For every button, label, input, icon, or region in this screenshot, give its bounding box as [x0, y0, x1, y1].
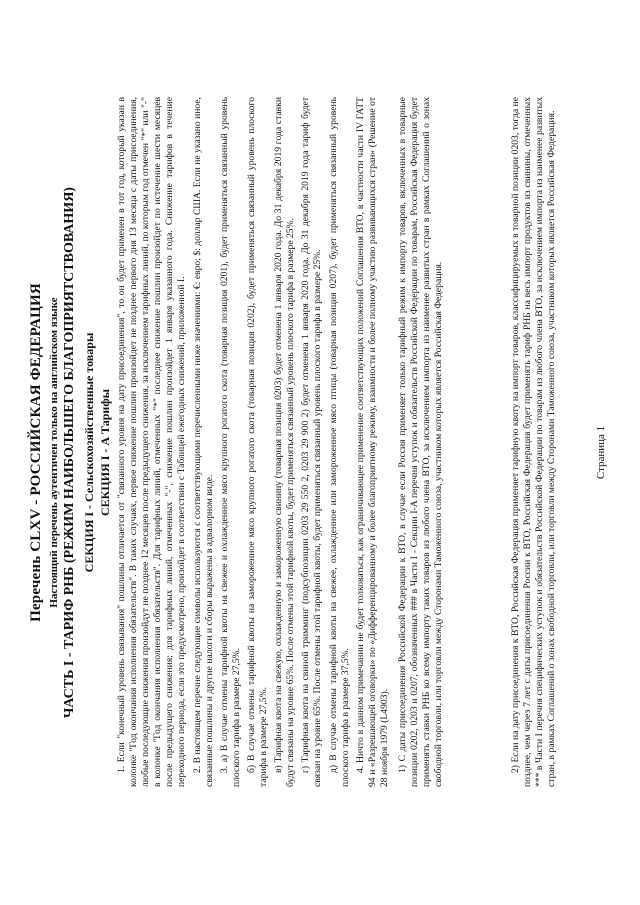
notes-body — [116, 97, 448, 787]
note-paragraph-3b: б) В случае отмены тарифной квоты на замороженное мясо крупного рогатого скота (товарная позиция 0202), будет применяться связанный уровень плоского тарифа в размере 27,5%. — [245, 97, 270, 787]
section-heading: СЕКЦИЯ I - Сельскохозяйственные товары — [82, 332, 96, 573]
schedule-title: Перечень CLXV - РОССИЙСКАЯ ФЕДЕРАЦИЯ — [28, 283, 44, 622]
note-paragraph-3a: 3. а) В случае отмены тарифной квоты на свежее и охлажденное мясо крупного рогатого скота (товарная позиция 0201), будет применяться связанный уровень плоского тарифа в размере 27,5%. — [218, 97, 242, 787]
page-number: Страница 1 — [595, 425, 607, 480]
authenticity-note: Настоящий перечень аутентичен только на английском языке — [48, 297, 60, 608]
part-heading: ЧАСТЬ I - ТАРИФ РНБ (РЕЖИМ НАИБОЛЬШЕГО БЛАГОПРИЯТСТВОВАНИЯ) — [62, 187, 77, 718]
note-paragraph-2: 2. В настоящем перечне следующие символы используются с соответствующими перечисленными ниже значениями: €: евро; $: доллар США. Если не указано иное, связанные пошлины и другие налоги и сборы выражены в адвалорном виде. — [191, 97, 215, 787]
note-paragraph-4-1: 1) С даты присоединения Российской Федерации к ВТО, в случае если Россия применяет только тарифный режим к импорту товаров, включенных в товарные позиции 0202, 0203 и 0207, обозначенных ### в Части I - Секции I-A перечня уступок и обязательств Российской Федерации по товарам, Российская Федерация будет применять ставки РНБ ко всему импорту таких товаров из любого члена ВТО, за исключением импорта из наименее развитых стран в рамках Соглашений о зонах свободной торговли, или торговли между Сторонами Таможенного союза, участником которых является Российская Федерация. — [396, 97, 445, 787]
note-paragraph-3d: г) Тарифная квота на свиной тримминг (подсубпозиции 0203 29 550 2, 0203 29 900 2) будет отменена 1 января 2020 года. До 31 декабря 2019 года тариф будет связан на уровне 65%. После отмены этой тарифной квоты, будет применяться связанный уровень плоского тарифа в размере 25%. — [300, 97, 324, 787]
note-paragraph-4-2: 2) Если на дату присоединения к ВТО, Российская Федерация применяет тарифную квоту на импорт товаров, классифицируемых в товарной позиции 0203, тогда не позднее, чем через 7 лет с даты присоединения России к ВТО, Российская Федерация будет применять тариф РНБ на весь импорт продуктов из свинины, отмеченных *** в Части I перечня специфических уступок и обязательств Российской Федерации по товарам из любого члена ВТО, за исключением импорта из наименее развитых стран, в рамках Соглашений о зонах свободной торговли, или торговли между Сторонами Таможенного союза, участником которых является Российская Федерация. — [510, 97, 558, 787]
note-paragraph-4: 4. Ничто в данном примечании не будет толковаться, как ограничивающее применение соответствующих положений Соглашения ВТО, в частности части IV ГАТТ 94 и «Разрешающей оговорки» по «Дифференцированному и более благоприятному режиму, взаимности и более полному участию развивающихся стран» (Решение от 28 ноября 1979 (L4903). — [354, 97, 390, 787]
note-paragraph-1: 1. Если "конечный уровень связывания" пошлины отличается от "связанного уровня на дату присоединения", то он будет применен в тот год, который указан в колонке "Год окончания исполнения обязательств". В таких случаях, первое снижение пошлин произойдет не позднее первого дня 13 месяца с даты присоединения, любые последующие снижения произойдут не позднее 12 месяцев после предыдущего снижения, за исключением тарифных линий, по которым год отмечен "*" или "-" в колонке "Год окончания исполнения обязательств". Для тарифных линий, отмеченных "*" последнее снижение пошлин произойдет по истечение шести месяцев после предыдущего снижения; для тарифных линий, отмеченных "-", снижение пошлин произойдет 1 января указанного года. Снижение тарифов в течение переходного периода, если это предусмотрено, произойдет в соответствии с Таблицей ежегодных снижений, приложенной I. — [116, 97, 188, 787]
footer-note — [510, 97, 558, 787]
subsection-heading: СЕКЦИЯ I - А Тарифы — [98, 389, 112, 517]
note-paragraph-3e: д) В случае отмены тарифной квоты на свежее, охлажденное или замороженное мясо птицы (товарная позиция 0207), будет применяться связанный уровень плоского тарифа в размере 37,5%. — [327, 97, 351, 787]
note-paragraph-3c: в) Тарифная квота на свежую, охлажденную и замороженную свинину (товарная позиция 0203) будет отменена 1 января 2020 года. До 31 декабря 2019 года ставки будут связаны на уровне 65%. После отмены этой тарифной квоты, будет применяться связанный уровень плоского тарифа в размере 25%. — [273, 97, 297, 787]
